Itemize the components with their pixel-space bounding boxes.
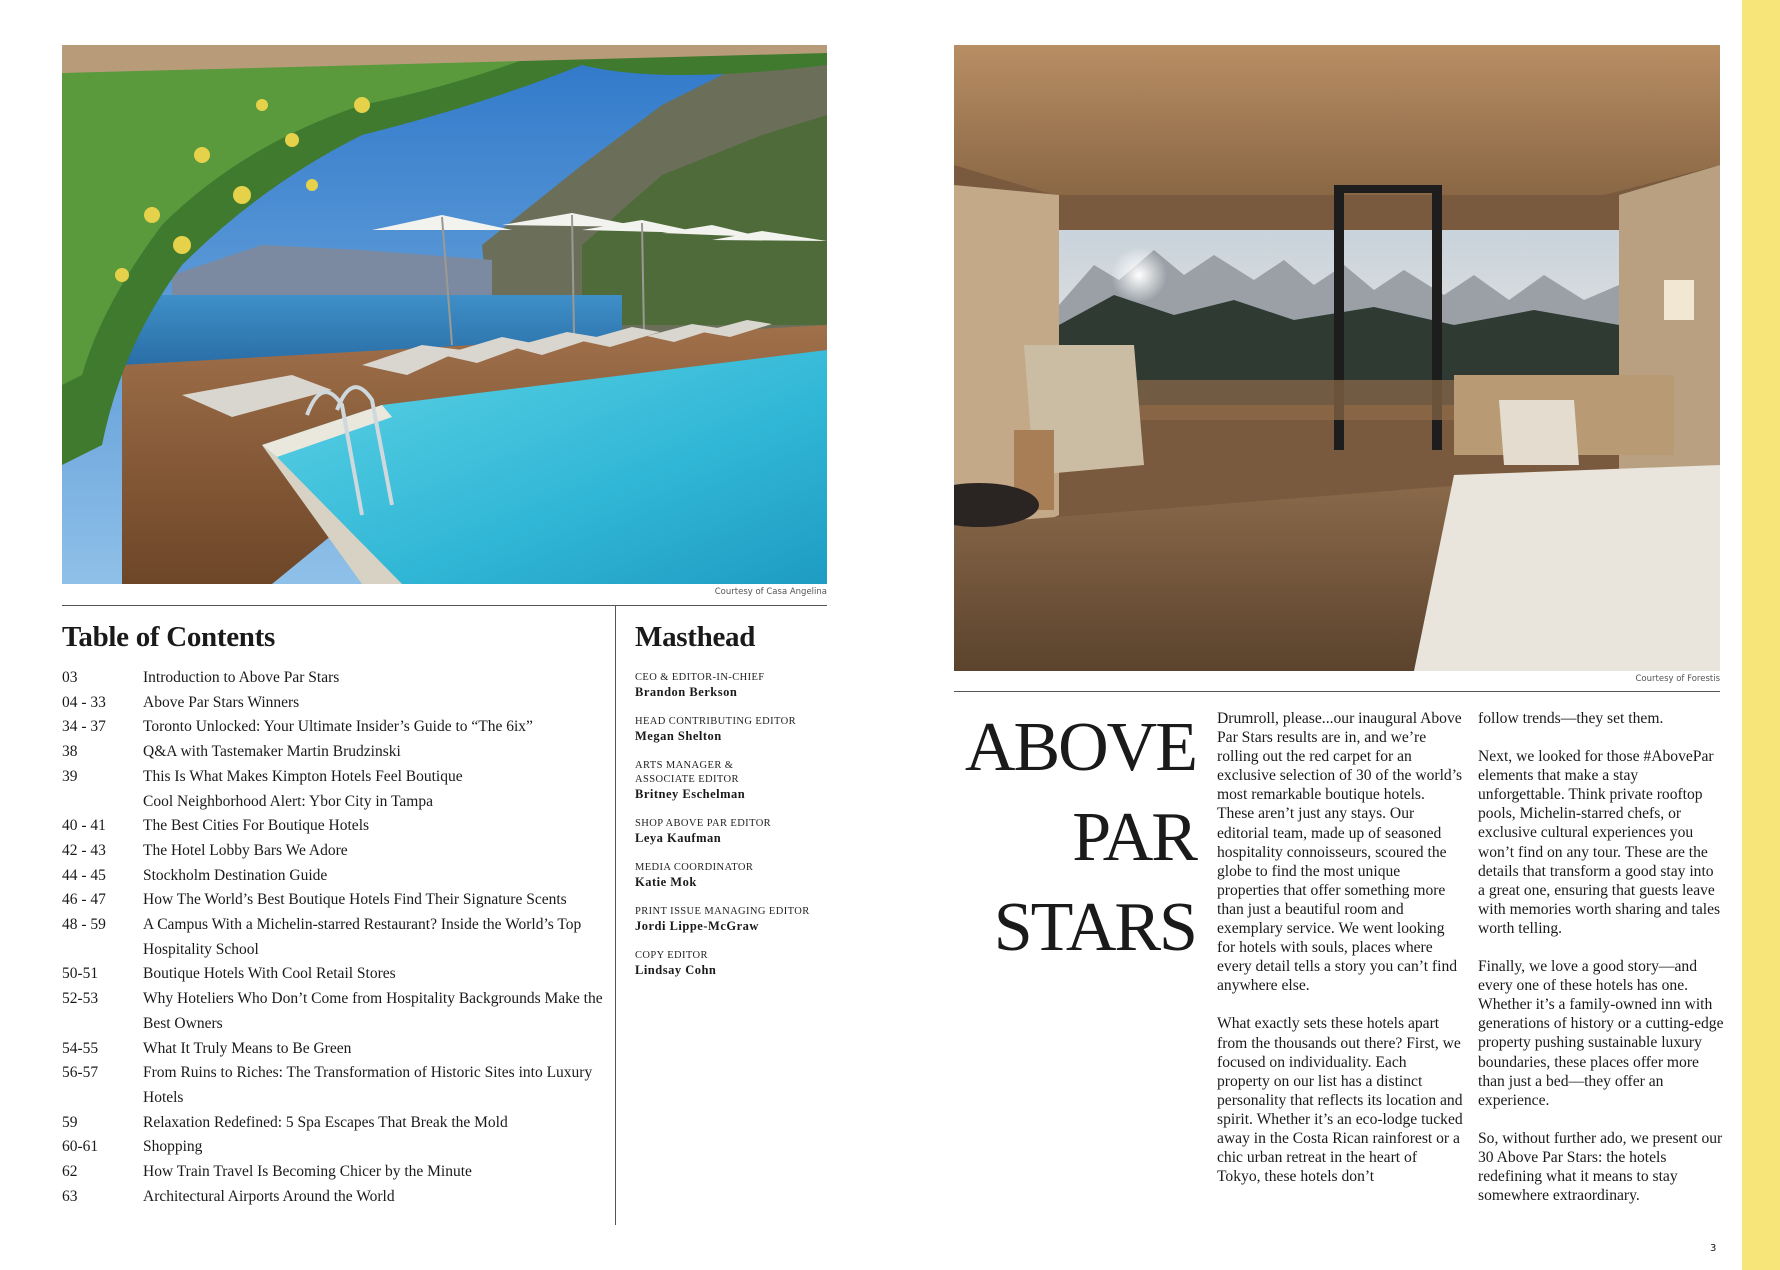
masthead-entry bbox=[635, 715, 835, 744]
toc-entry-title: Above Par Stars Winners bbox=[143, 693, 300, 711]
article-paragraph: Drumroll, please...our inaugural Above Par Stars results are in, and we’re rolling out the red carpet for an exclusive selection of 30 of the world’s most remarkable boutique hotels. These aren’t just any stays. Our editorial team, made up of seasoned hospitality connoisseurs, scoured the globe to find the most unique properties that offer something more than just a beautiful room and exemplary service. We went looking for hotels with souls, places where every detail tells a story you can’t find anywhere else. bbox=[1217, 710, 1463, 995]
toc-entry[interactable] bbox=[62, 962, 622, 987]
masthead-name: Jordi Lippe-McGraw bbox=[635, 919, 759, 933]
article-paragraph: So, without further ado, we present our 30 Above Par Stars: the hotels redefining what it means to stay somewhere extraordinary. bbox=[1478, 1129, 1723, 1205]
hotel-room-photo bbox=[954, 45, 1720, 671]
masthead-entry bbox=[635, 949, 835, 978]
toc-list bbox=[62, 666, 622, 1209]
article-paragraph: follow trends—they set them. bbox=[1478, 710, 1664, 727]
toc-page-number: 04 - 33 bbox=[62, 693, 106, 711]
masthead-entry bbox=[635, 817, 835, 846]
masthead-entry bbox=[635, 905, 835, 934]
article-column-1 bbox=[1217, 709, 1463, 1205]
feature-title-line: STARS bbox=[993, 889, 1196, 966]
toc-page-number: 42 - 43 bbox=[62, 841, 106, 859]
toc-entry[interactable] bbox=[62, 1135, 622, 1160]
page-edge-accent bbox=[1742, 0, 1780, 1270]
toc-entry[interactable] bbox=[62, 1185, 622, 1210]
toc-page-number: 63 bbox=[62, 1187, 78, 1205]
masthead-name: Lindsay Cohn bbox=[635, 963, 717, 977]
toc-entry-title: Relaxation Redefined: 5 Spa Escapes That Break the Mold bbox=[143, 1113, 508, 1131]
toc-entry-title: How Train Travel Is Becoming Chicer by the Minute bbox=[143, 1163, 472, 1181]
section-divider-right bbox=[954, 691, 1720, 692]
toc-page-number: 60-61 bbox=[62, 1138, 99, 1156]
masthead-list bbox=[635, 671, 835, 993]
toc-entry-title: What It Truly Means to Be Green bbox=[143, 1039, 352, 1057]
pool-terrace-photo bbox=[62, 45, 827, 584]
article-paragraph: Finally, we love a good story—and every one of these hotels has one. Whether it’s a family-owned inn with generations of history or a cutting-edge property pushing sustainable luxury boundaries, these places offer more than just a bed—they offer an experience. bbox=[1478, 958, 1724, 1109]
toc-page-number: 44 - 45 bbox=[62, 866, 106, 884]
masthead-role: SHOP ABOVE PAR EDITOR bbox=[635, 818, 772, 829]
feature-title-line: PAR bbox=[1072, 799, 1196, 876]
photo-credit-left: Courtesy of Casa Angelina bbox=[714, 587, 827, 597]
toc-entry-title: Toronto Unlocked: Your Ultimate Insider’s Guide to “The 6ix” bbox=[143, 718, 533, 736]
toc-entry[interactable] bbox=[62, 666, 622, 691]
toc-entry[interactable] bbox=[62, 1111, 622, 1136]
toc-page-number: 46 - 47 bbox=[62, 891, 106, 909]
toc-page-number: 62 bbox=[62, 1163, 78, 1181]
toc-entry-title: The Best Cities For Boutique Hotels bbox=[143, 817, 370, 835]
toc-page-number: 03 bbox=[62, 669, 78, 686]
toc-page-number: 56-57 bbox=[62, 1064, 99, 1082]
masthead-name: Katie Mok bbox=[635, 875, 697, 889]
masthead-name: Leya Kaufman bbox=[635, 831, 722, 845]
toc-page-number bbox=[62, 790, 143, 815]
toc-entry[interactable] bbox=[62, 691, 622, 716]
masthead-entry bbox=[635, 759, 835, 802]
masthead-name: Megan Shelton bbox=[635, 729, 722, 743]
toc-entry[interactable] bbox=[62, 765, 622, 790]
article-paragraph: Next, we looked for those #AbovePar elements that make a stay unforgettable. Think private rooftop pools, Michelin-starred chefs, or exclusive cultural experiences you won’t find on any tour. These are the details that transform a good stay into a great one, ensuring that guests leave with memories worth sharing and tales worth telling. bbox=[1478, 748, 1721, 937]
toc-entry-title: Boutique Hotels With Cool Retail Stores bbox=[143, 965, 396, 983]
toc-entry[interactable] bbox=[62, 790, 622, 815]
toc-entry-title: Cool Neighborhood Alert: Ybor City in Tampa bbox=[143, 792, 433, 810]
masthead-name: Britney Eschelman bbox=[635, 787, 746, 801]
toc-page-number: 40 - 41 bbox=[62, 817, 106, 835]
toc-entry-title: The Hotel Lobby Bars We Adore bbox=[143, 841, 348, 859]
masthead-role: COPY EDITOR bbox=[635, 950, 708, 961]
masthead-name: Brandon Berkson bbox=[635, 685, 738, 699]
toc-entry-title: A Campus With a Michelin-starred Restaurant? Inside the World’s Top Hospitality School bbox=[143, 916, 582, 958]
toc-page-number: 50-51 bbox=[62, 965, 99, 983]
masthead-entry bbox=[635, 671, 835, 700]
toc-entry[interactable] bbox=[62, 1061, 622, 1110]
article-column-2 bbox=[1478, 709, 1724, 1224]
toc-page-number: 54-55 bbox=[62, 1039, 99, 1057]
masthead-role: HEAD CONTRIBUTING EDITOR bbox=[635, 716, 797, 727]
feature-title-line: ABOVE bbox=[964, 709, 1196, 786]
masthead-entry bbox=[635, 861, 835, 890]
toc-page-number: 52-53 bbox=[62, 990, 99, 1008]
toc-entry-title: This Is What Makes Kimpton Hotels Feel Boutique bbox=[143, 767, 463, 785]
toc-entry-title: From Ruins to Riches: The Transformation of Historic Sites into Luxury Hotels bbox=[143, 1064, 593, 1106]
toc-entry[interactable] bbox=[62, 839, 622, 864]
toc-entry-title: Why Hoteliers Who Don’t Come from Hospitality Backgrounds Make the Best Owners bbox=[143, 990, 603, 1032]
toc-page-number: 38 bbox=[62, 743, 78, 761]
masthead-role: CEO & EDITOR-IN-CHIEF bbox=[635, 672, 765, 683]
toc-entry[interactable] bbox=[62, 740, 622, 765]
toc-page-number: 48 - 59 bbox=[62, 916, 106, 934]
photo-credit-right: Courtesy of Forestis bbox=[1635, 674, 1720, 684]
toc-entry-title: How The World’s Best Boutique Hotels Find Their Signature Scents bbox=[143, 891, 567, 909]
toc-entry[interactable] bbox=[62, 888, 622, 913]
section-divider-left bbox=[62, 605, 827, 606]
toc-entry-title: Introduction to Above Par Stars bbox=[143, 669, 340, 686]
toc-entry[interactable] bbox=[62, 987, 622, 1036]
toc-entry[interactable] bbox=[62, 913, 622, 962]
article-paragraph: What exactly sets these hotels apart from the thousands out there? First, we focused on individuality. Each property on our list has a distinct personality that reflects its location and spirit. Whether it’s an eco-lodge tucked away in the Costa Rican rainforest or a chic urban retreat in the heart of Tokyo, these hotels don’t bbox=[1217, 1015, 1463, 1186]
toc-entry-title: Stockholm Destination Guide bbox=[143, 866, 328, 884]
toc-entry-title: Shopping bbox=[143, 1138, 203, 1156]
feature-title bbox=[940, 703, 1196, 973]
toc-page-number: 34 - 37 bbox=[62, 718, 106, 736]
toc-entry[interactable] bbox=[62, 1160, 622, 1185]
toc-entry-title: Q&A with Tastemaker Martin Brudzinski bbox=[143, 743, 401, 761]
masthead-role: ARTS MANAGER & ASSOCIATE EDITOR bbox=[635, 760, 739, 785]
toc-entry[interactable] bbox=[62, 864, 622, 889]
toc-page-number: 39 bbox=[62, 767, 78, 785]
toc-entry-title: Architectural Airports Around the World bbox=[143, 1187, 395, 1205]
masthead-heading: Masthead bbox=[635, 621, 756, 653]
masthead-role: PRINT ISSUE MANAGING EDITOR bbox=[635, 906, 810, 917]
toc-entry[interactable] bbox=[62, 715, 622, 740]
toc-entry[interactable] bbox=[62, 814, 622, 839]
page-number: 3 bbox=[1710, 1243, 1717, 1254]
toc-entry[interactable] bbox=[62, 1037, 622, 1062]
toc-heading: Table of Contents bbox=[62, 621, 275, 653]
toc-page-number: 59 bbox=[62, 1113, 78, 1131]
masthead-role: MEDIA COORDINATOR bbox=[635, 862, 754, 873]
